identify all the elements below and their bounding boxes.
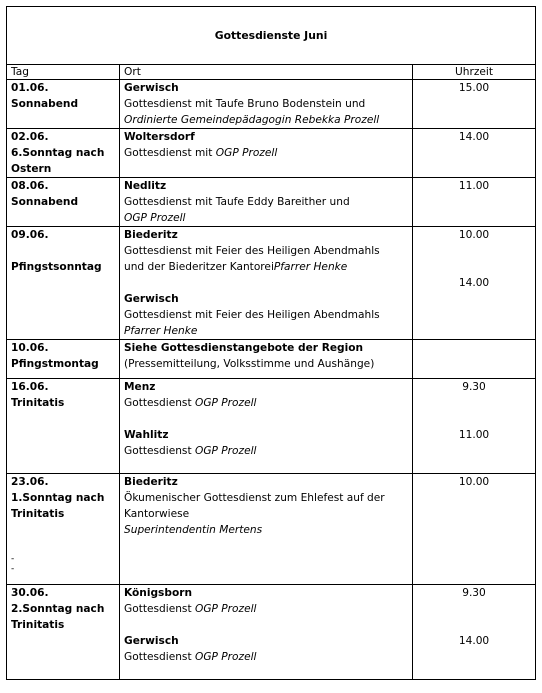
service-description-cont: Kantorwiese bbox=[124, 508, 190, 520]
time-cell bbox=[413, 227, 536, 340]
location-cell bbox=[120, 474, 413, 585]
officiant: OGP Prozell bbox=[194, 397, 257, 409]
day-name: Sonnabend bbox=[11, 98, 79, 110]
location-name: Siehe Gottesdienstangebote der Region bbox=[124, 342, 364, 354]
day-name: 6.Sonntag nach bbox=[11, 147, 105, 159]
location-cell bbox=[120, 585, 413, 680]
service-time: 9.30 bbox=[462, 587, 486, 599]
location-cell bbox=[120, 227, 413, 340]
column-header-ort: Ort bbox=[120, 65, 413, 80]
service-time: 14.00 bbox=[458, 131, 490, 143]
officiant: OGP Prozell bbox=[194, 603, 257, 615]
table-row bbox=[7, 80, 536, 129]
location-name: Biederitz bbox=[124, 229, 178, 241]
table-row bbox=[7, 227, 536, 340]
time-cell bbox=[413, 340, 536, 379]
day-name: 1.Sonntag nach bbox=[11, 492, 105, 504]
time-cell bbox=[413, 474, 536, 585]
date-cell bbox=[7, 474, 120, 585]
date: 09.06. bbox=[11, 229, 49, 241]
date-cell bbox=[7, 379, 120, 474]
day-name: Pfingstsonntag bbox=[11, 261, 102, 273]
location-name: Wahlitz bbox=[124, 429, 169, 441]
time-cell bbox=[413, 178, 536, 227]
date-cell bbox=[7, 80, 120, 129]
service-time: 10.00 bbox=[458, 476, 490, 488]
service-description-cont: und der Biederitzer Kantorei bbox=[124, 261, 274, 273]
table-row bbox=[7, 474, 536, 585]
table-header-row bbox=[7, 65, 536, 80]
time-cell bbox=[413, 585, 536, 680]
location-name: Woltersdorf bbox=[124, 131, 195, 143]
day-name-cont: Trinitatis bbox=[11, 508, 65, 520]
date-cell bbox=[7, 340, 120, 379]
date-cell bbox=[7, 227, 120, 340]
service-schedule-table bbox=[6, 6, 536, 680]
date-cell bbox=[7, 178, 120, 227]
location-name: Königsborn bbox=[124, 587, 192, 599]
officiant: Superintendentin Mertens bbox=[124, 524, 263, 536]
table-row bbox=[7, 585, 536, 680]
officiant: Pfarrer Henke bbox=[124, 325, 198, 337]
service-description: Gottesdienst mit Feier des Heiligen Abendmahls bbox=[124, 245, 380, 257]
location-cell bbox=[120, 178, 413, 227]
service-description: Gottesdienst bbox=[124, 603, 195, 615]
table-row bbox=[7, 379, 536, 474]
date: 10.06. bbox=[11, 342, 49, 354]
table-row bbox=[7, 340, 536, 379]
officiant: OGP Prozell bbox=[215, 147, 278, 159]
service-description: Ökumenischer Gottesdienst zum Ehlefest auf der bbox=[124, 492, 385, 504]
location-name: Gerwisch bbox=[124, 635, 179, 647]
table-row bbox=[7, 178, 536, 227]
date: 30.06. bbox=[11, 587, 49, 599]
location-name: Gerwisch bbox=[124, 293, 179, 305]
service-time: 11.00 bbox=[458, 180, 490, 192]
table-row bbox=[7, 129, 536, 178]
date: 08.06. bbox=[11, 180, 49, 192]
time-cell bbox=[413, 129, 536, 178]
location-cell bbox=[120, 80, 413, 129]
officiant: OGP Prozell bbox=[194, 651, 257, 663]
location-name: Gerwisch bbox=[124, 82, 179, 94]
day-name: Pfingstmontag bbox=[11, 358, 99, 370]
service-description: (Pressemitteilung, Volksstimme und Aushänge) bbox=[124, 358, 375, 370]
time-cell bbox=[413, 379, 536, 474]
column-header-tag: Tag bbox=[7, 65, 120, 80]
location-cell bbox=[120, 340, 413, 379]
location-cell bbox=[120, 379, 413, 474]
service-description: Gottesdienst mit Taufe Bruno Bodenstein und bbox=[124, 98, 366, 110]
time-cell bbox=[413, 80, 536, 129]
officiant: OGP Prozell bbox=[194, 445, 257, 457]
day-name: 2.Sonntag nach bbox=[11, 603, 105, 615]
page-title: Gottesdienste Juni bbox=[7, 7, 536, 65]
service-time: 14.00 bbox=[458, 635, 490, 647]
list-marker: - bbox=[11, 564, 15, 574]
location-name: Menz bbox=[124, 381, 156, 393]
service-description: Gottesdienst mit bbox=[124, 147, 216, 159]
date-cell bbox=[7, 129, 120, 178]
location-cell bbox=[120, 129, 413, 178]
service-time: 10.00 bbox=[458, 229, 490, 241]
officiant: Pfarrer Henke bbox=[273, 261, 348, 273]
day-name: Trinitatis bbox=[11, 397, 65, 409]
service-description: Gottesdienst mit Feier des Heiligen Abendmahls bbox=[124, 309, 380, 321]
service-time: 14.00 bbox=[458, 277, 490, 289]
date: 23.06. bbox=[11, 476, 49, 488]
service-description: Gottesdienst bbox=[124, 397, 195, 409]
service-description: Gottesdienst mit Taufe Eddy Bareither und bbox=[124, 196, 350, 208]
date: 02.06. bbox=[11, 131, 49, 143]
service-description: Gottesdienst bbox=[124, 651, 195, 663]
officiant: OGP Prozell bbox=[124, 212, 186, 224]
date-cell bbox=[7, 585, 120, 680]
column-header-uhrzeit: Uhrzeit bbox=[413, 65, 536, 80]
date: 01.06. bbox=[11, 82, 49, 94]
service-description: Gottesdienst bbox=[124, 445, 195, 457]
day-name-cont: Ostern bbox=[11, 163, 52, 175]
day-name-cont: Trinitatis bbox=[11, 619, 65, 631]
location-name: Nedlitz bbox=[124, 180, 167, 192]
service-time: 9.30 bbox=[462, 381, 486, 393]
day-name: Sonnabend bbox=[11, 196, 79, 208]
officiant: Ordinierte Gemeindepädagogin Rebekka Prozell bbox=[124, 114, 380, 126]
service-time: 11.00 bbox=[458, 429, 490, 441]
service-time: 15.00 bbox=[458, 82, 490, 94]
list-marker: - bbox=[11, 554, 15, 564]
location-name: Biederitz bbox=[124, 476, 178, 488]
date: 16.06. bbox=[11, 381, 49, 393]
